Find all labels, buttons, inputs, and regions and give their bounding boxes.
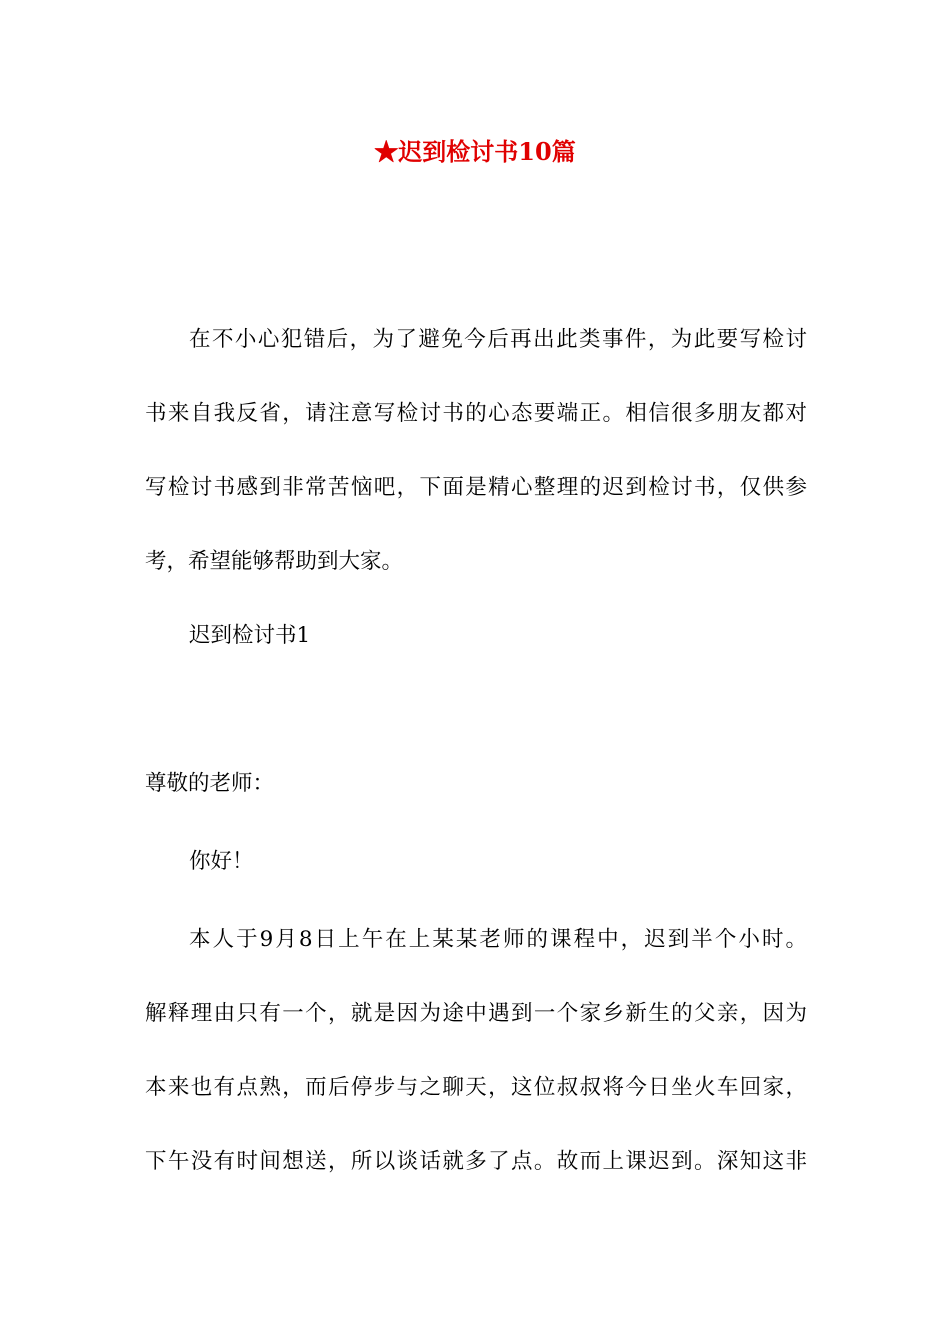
body-line-4: 下午没有时间想送，所以谈话就多了点。故而上课迟到。深知这非 bbox=[145, 1149, 807, 1174]
intro-line-4: 考，希望能够帮助到大家。 bbox=[145, 549, 404, 574]
intro-line-2: 书来自我反省，请注意写检讨书的心态要端正。相信很多朋友都对 bbox=[145, 401, 807, 426]
section-heading-text: 迟到检讨书1 bbox=[189, 623, 311, 648]
intro-paragraph bbox=[145, 303, 807, 599]
body-line-2: 解释理由只有一个，就是因为途中遇到一个家乡新生的父亲，因为 bbox=[145, 1001, 807, 1026]
section-heading bbox=[189, 599, 789, 673]
body-paragraph bbox=[145, 903, 807, 1199]
salutation bbox=[145, 747, 807, 821]
intro-line-3: 写检讨书感到非常苦恼吧，下面是精心整理的迟到检讨书，仅供参 bbox=[145, 475, 807, 500]
body-line-3: 本来也有点熟，而后停步与之聊天，这位叔叔将今日坐火车回家， bbox=[145, 1075, 807, 1100]
intro-line-1: 在不小心犯错后，为了避免今后再出此类事件，为此要写检讨 bbox=[189, 327, 807, 352]
greeting bbox=[189, 825, 789, 899]
body-line-1: 本人于9月8日上午在上某某老师的课程中，迟到半个小时。 bbox=[189, 927, 807, 952]
salutation-text: 尊敬的老师： bbox=[145, 771, 275, 796]
greeting-text: 你好！ bbox=[189, 849, 254, 874]
document-title: ★迟到检讨书10篇 bbox=[374, 137, 576, 166]
